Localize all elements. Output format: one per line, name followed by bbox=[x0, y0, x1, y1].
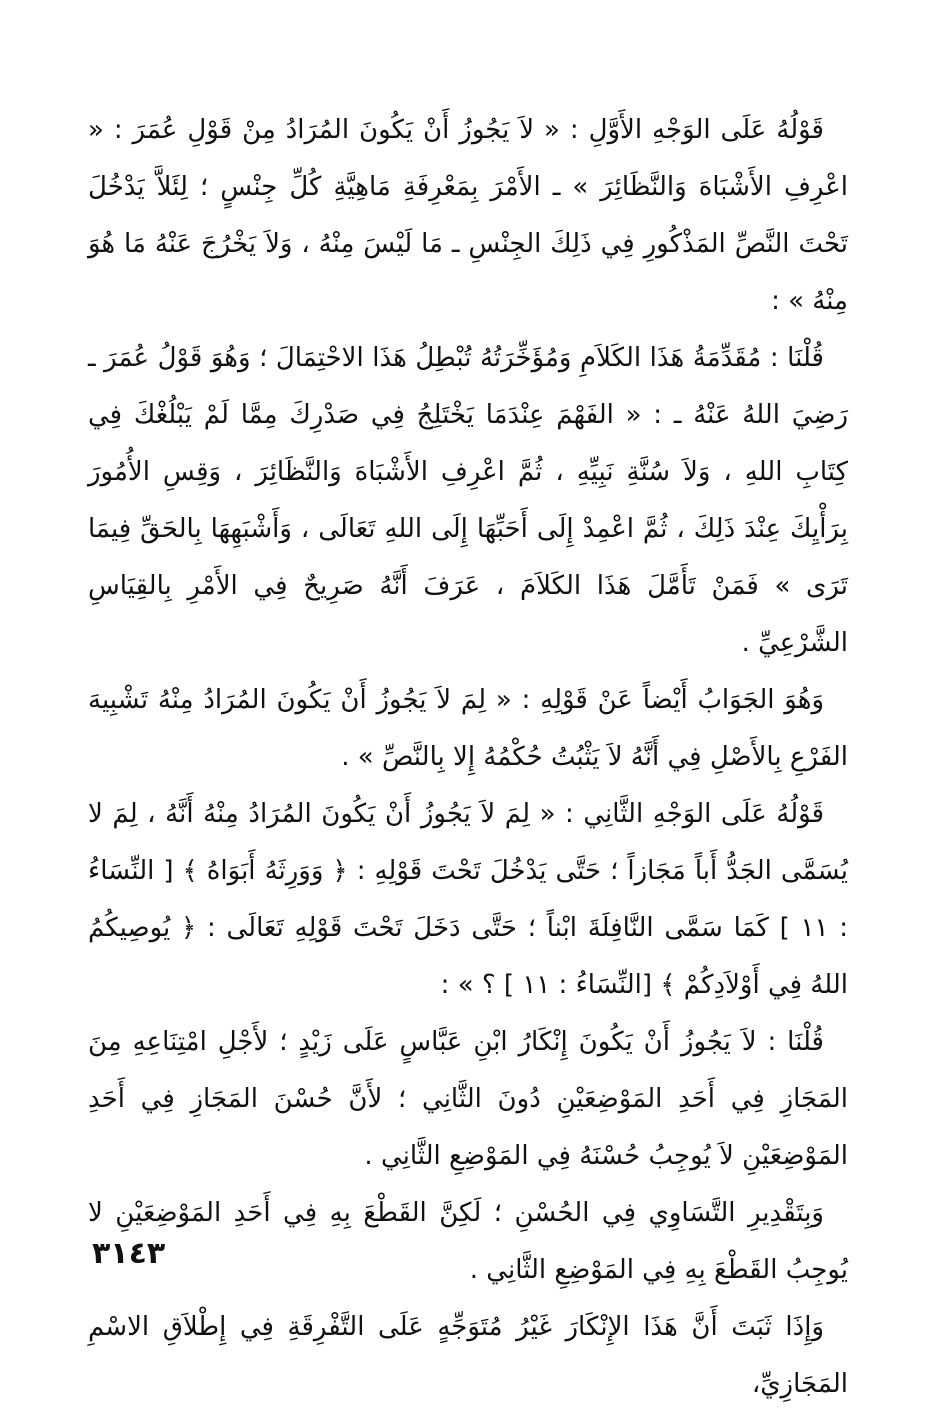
paragraph-2: قُلْنَا : مُقَدِّمَةُ هَذَا الكَلاَمِ وَمُؤَخِّرَتُهُ تُبْطِلُ هَذَا الاحْتِمَالَ ؛ وَهُوَ قَوْلُ عُمَرَ ـ رَضِيَ اللهُ عَنْهُ ـ : « الفَهْمَ عِنْدَمَا يَخْتَلِجُ فِي صَدْرِكَ مِمَّا لَمْ يَبْلُغْكَ فِي كِتَابِ اللهِ ، وَلاَ سُنَّةِ نَبِيِّهِ ، ثُمَّ اعْرِفِ الأَشْبَاهَ وَالنَّظَائِرَ ، وَقِسِ الأُمُورَ بِرَأْيِكَ عِنْدَ ذَلِكَ ، ثُمَّ اعْمِدْ إِلَى أَحَبِّهَا إِلَى اللهِ تَعَالَى ، وَأَشْبَهِهَا بِالحَقِّ فِيمَا تَرَى » فَمَنْ تَأَمَّلَ هَذَا الكَلاَمَ ، عَرَفَ أَنَّهُ صَرِيحٌ فِي الأَمْرِ بِالقِيَاسِ الشَّرْعِيِّ . bbox=[88, 343, 848, 658]
paragraph-6: وَبِتَقْدِيرِ التَّسَاوِي فِي الحُسْنِ ؛ لَكِنَّ القَطْعَ بِهِ فِي أَحَدِ المَوْضِعَيْنِ لا يُوجِبُ القَطْعَ بِهِ فِي المَوْضِعِ الثَّانِي . bbox=[88, 1198, 848, 1285]
paragraph-1: قَوْلُهُ عَلَى الوَجْهِ الأَوَّلِ : « لاَ يَجُوزُ أَنْ يَكُونَ المُرَادُ مِنْ قَوْلِ عُمَرَ : « اعْرِفِ الأَشْبَاهَ وَالنَّظَائِرَ » ـ الأَمْرَ بِمَعْرِفَةِ مَاهِيَّةِ كُلِّ جِنْسٍ ؛ لِئَلاَّ يَدْخُلَ تَحْتَ النَّصِّ المَذْكُورِ فِي ذَلِكَ الجِنْسِ ـ مَا لَيْسَ مِنْهُ ، وَلاَ يَخْرُجَ عَنْهُ مَا هُوَ مِنْهُ » : bbox=[88, 115, 848, 316]
paragraph-3: وَهُوَ الجَوَابُ أَيْضاً عَنْ قَوْلِهِ : « لِمَ لاَ يَجُوزُ أَنْ يَكُونَ المُرَادُ مِنْهُ تَشْبِيهَ الفَرْعِ بِالأَصْلِ فِي أَنَّهُ لاَ يَثْبُتُ حُكْمُهُ إِلا بِالنَّصِّ » . bbox=[88, 685, 848, 772]
paragraph-7: وَإِذَا ثَبَتَ أَنَّ هَذَا الإِنْكَارَ غَيْرُ مُتَوَجِّهٍ عَلَى التَّفْرِقَةِ فِي إِطْلاَقِ الاسْمِ المَجَازِيِّ، bbox=[88, 1312, 848, 1399]
paragraph-5: قُلْنَا : لاَ يَجُوزُ أَنْ يَكُونَ إِنْكَارُ ابْنِ عَبَّاسٍ عَلَى زَيْدٍ ؛ لأَجْلِ امْتِنَاعِهِ مِنَ المَجَازِ فِي أَحَدِ المَوْضِعَيْنِ دُونَ الثَّانِي ؛ لأَنَّ حُسْنَ المَجَازِ فِي أَحَدِ المَوْضِعَيْنِ لاَ يُوجِبُ حُسْنَهُ فِي المَوْضِعِ الثَّانِي . bbox=[88, 1027, 848, 1171]
paragraph-4: قَوْلُهُ عَلَى الوَجْهِ الثَّانِي : « لِمَ لاَ يَجُوزُ أَنْ يَكُونَ المُرَادُ مِنْهُ أَنَّهُ ، لِمَ لا يُسَمَّى الجَدُّ أَباً مَجَازاً ؛ حَتَّى يَدْخُلَ تَحْتَ قَوْلِهِ : ﴿ وَوَرِثَهُ أَبَوَاهُ ﴾ [ النِّسَاءُ : ١١ ] كَمَا سَمَّى النَّافِلَةَ ابْناً ؛ حَتَّى دَخَلَ تَحْتَ قَوْلِهِ تَعَالَى : ﴿ يُوصِيكُمُ اللهُ فِي أَوْلاَدِكُمْ ﴾ [النِّسَاءُ : ١١ ] ؟ » : bbox=[88, 799, 848, 1000]
body-text bbox=[88, 102, 848, 1413]
page-number: ٣١٤٣ bbox=[92, 1236, 166, 1271]
